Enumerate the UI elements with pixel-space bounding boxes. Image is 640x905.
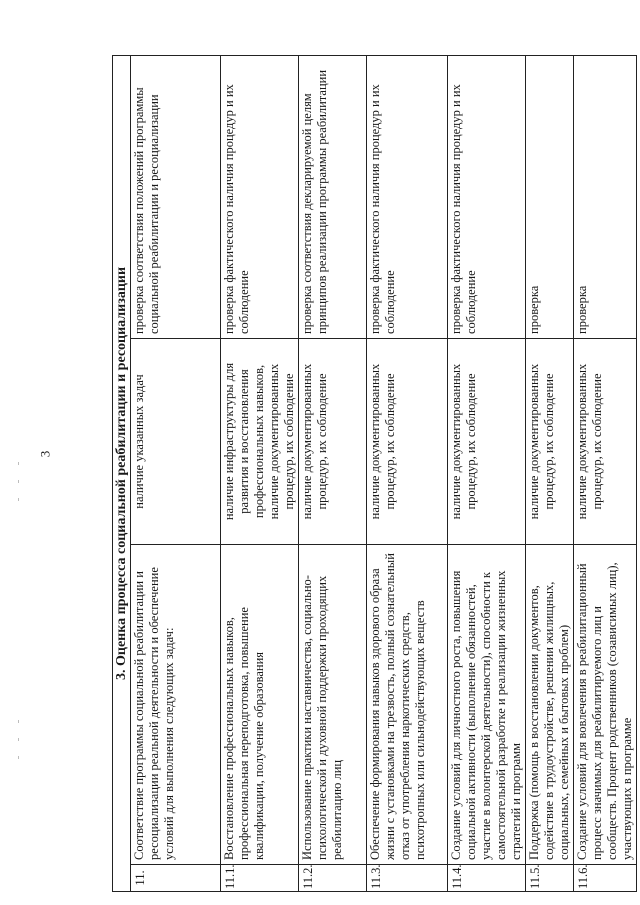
row-number: 11. bbox=[131, 865, 221, 892]
row-number: 11.2. bbox=[299, 865, 367, 892]
page-number: 3 bbox=[37, 450, 53, 458]
row-requirement: Восстановление профессиональных навыков, профессиональная переподготовка, повышение квалификации, получение образования bbox=[221, 545, 299, 865]
row-method: проверка фактического наличия процедур и их соблюдение bbox=[221, 55, 299, 338]
scan-margin-marks bbox=[18, 0, 20, 905]
criteria-table bbox=[112, 55, 637, 892]
row-method: проверка фактического наличия процедур и их соблюдение bbox=[367, 55, 448, 338]
table-row bbox=[448, 55, 526, 891]
row-requirement: Использование практики наставничества, социально-психологической и духовной поддержки проходящих реабилитацию лиц bbox=[299, 545, 367, 865]
row-method: проверка соответствия положений программы социальной реабилитации и ресоциализации bbox=[131, 55, 221, 338]
section-title: 3. Оценка процесса социальной реабилитации и ресоциализации bbox=[113, 55, 131, 891]
row-criterion: наличие указанных задач bbox=[131, 339, 221, 545]
row-method: проверка фактического наличия процедур и их соблюдение bbox=[448, 55, 526, 338]
row-method: проверка bbox=[574, 55, 637, 338]
row-criterion: наличие документированных процедур, их соблюдение bbox=[299, 339, 367, 545]
row-requirement: Создание условий для вовлечения в реабилитационный процесс значимых для реабилитируемого лиц и сообществ. Процент родственников (созависимых лиц), участвующих в программе bbox=[574, 545, 637, 865]
row-criterion: наличие документированных процедур, их соблюдение bbox=[526, 339, 574, 545]
table-row bbox=[367, 55, 448, 891]
table-row bbox=[574, 55, 637, 891]
table-row bbox=[526, 55, 574, 891]
row-requirement: Создание условий для личностного роста, повышения социальной активности (выполнение обязанностей, участие в волонтерской деятельности), способности к самостоятельной разработке и реализации жизненных стратегий и программ bbox=[448, 545, 526, 865]
row-criterion: наличие документированных процедур, их соблюдение bbox=[367, 339, 448, 545]
table-row bbox=[131, 55, 221, 891]
row-criterion: наличие инфраструктуры для развития и восстановления профессиональных навыков, наличие документированных процедур, их соблюдение bbox=[221, 339, 299, 545]
row-number: 11.3. bbox=[367, 865, 448, 892]
row-requirement: Поддержка (помощь в восстановлении документов, содействие в трудоустройстве, решении жилищных, социальных, семейных и бытовых проблем) bbox=[526, 545, 574, 865]
row-requirement: Соответствие программы социальной реабилитации и ресоциализации реальной деятельности и обеспечение условий для выполнения следующих задач: bbox=[131, 545, 221, 865]
row-requirement: Обеспечение формирования навыков здорового образа жизни с установками на трезвость, полный сознательный отказ от употребления наркотических средств, психотропных или сильнодействующих веществ bbox=[367, 545, 448, 865]
row-method: проверка соответствия декларируемой целям принципов реализации программы реабилитации bbox=[299, 55, 367, 338]
row-number: 11.4. bbox=[448, 865, 526, 892]
table-row bbox=[299, 55, 367, 891]
row-criterion: наличие документированных процедур, их соблюдение bbox=[574, 339, 637, 545]
row-number: 11.1. bbox=[221, 865, 299, 892]
row-number: 11.5. bbox=[526, 865, 574, 892]
table-row bbox=[221, 55, 299, 891]
document-table-wrapper bbox=[112, 56, 634, 892]
row-number: 11.6. bbox=[574, 865, 637, 892]
row-method: проверка bbox=[526, 55, 574, 338]
rotated-table-container bbox=[112, 56, 634, 892]
row-criterion: наличие документированных процедур, их соблюдение bbox=[448, 339, 526, 545]
